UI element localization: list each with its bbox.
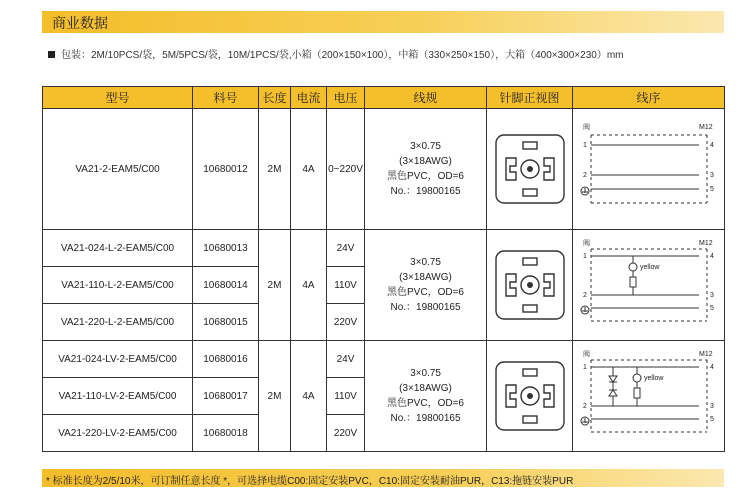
wiring-cell — [573, 109, 725, 230]
model-cell: VA21-220-L-2-EAM5/C00 — [43, 304, 193, 341]
table-row — [43, 109, 725, 230]
wiring-cell — [573, 341, 725, 452]
svg-text:yellow: yellow — [643, 375, 663, 382]
cable-line: 3×0.75 — [410, 257, 441, 268]
svg-text:3: 3 — [709, 292, 714, 299]
length-cell: 2M — [259, 109, 291, 230]
model-cell: VA21-110-L-2-EAM5/C00 — [43, 267, 193, 304]
part-no-cell: 10680018 — [193, 415, 259, 452]
header-pin-view: 针脚正视图 — [487, 87, 573, 109]
svg-text:1: 1 — [582, 364, 587, 371]
cable-line: 黑色PVC，OD=6 — [387, 398, 464, 409]
svg-text:2: 2 — [582, 292, 587, 299]
svg-text:5: 5 — [709, 186, 714, 193]
part-no-cell: 10680012 — [193, 109, 259, 230]
svg-text:4: 4 — [709, 253, 714, 260]
cable-line: 3×0.75 — [410, 368, 441, 379]
connector-pin-icon — [492, 131, 568, 207]
cable-line: 黑色PVC，OD=6 — [387, 287, 464, 298]
cable-line: No.：19800165 — [390, 302, 461, 313]
svg-text:4: 4 — [709, 364, 714, 371]
packaging-info — [48, 46, 623, 61]
model-cell: VA21-110-LV-2-EAM5/C00 — [43, 378, 193, 415]
part-no-cell: 10680014 — [193, 267, 259, 304]
svg-text:M12: M12 — [698, 240, 713, 247]
voltage-cell: 0~220V — [327, 109, 365, 230]
led-label: yellow — [639, 264, 659, 271]
svg-text:1: 1 — [582, 253, 587, 260]
part-no-cell: 10680013 — [193, 230, 259, 267]
connector-pin-icon — [492, 358, 568, 434]
voltage-cell: 24V — [327, 341, 365, 378]
svg-text:5: 5 — [709, 305, 714, 312]
spec-table — [42, 86, 725, 452]
section-title: 商业数据 — [52, 15, 108, 31]
part-no-cell: 10680015 — [193, 304, 259, 341]
footnote-text: * 标准长度为2/5/10米，可订制任意长度 *，可选择电缆C00:固定安装PVC，C10:固定安装耐油PUR，C13:拖链安装PUR — [46, 476, 574, 487]
header-cable: 线规 — [365, 87, 487, 109]
header-model: 型号 — [43, 87, 193, 109]
voltage-cell: 220V — [327, 415, 365, 452]
length-cell: 2M — [259, 341, 291, 452]
cable-line: (3×18AWG) — [399, 383, 452, 394]
header-part-no: 料号 — [193, 87, 259, 109]
part-no-cell: 10680016 — [193, 341, 259, 378]
svg-text:M12: M12 — [698, 351, 713, 358]
voltage-cell: 220V — [327, 304, 365, 341]
m12-label: M12 — [698, 124, 713, 131]
cable-line: (3×18AWG) — [399, 156, 452, 167]
cable-line: (3×18AWG) — [399, 272, 452, 283]
wiring-cell — [573, 230, 725, 341]
cable-line: No.：19800165 — [390, 186, 461, 197]
svg-text:5: 5 — [709, 416, 714, 423]
svg-text:4: 4 — [709, 142, 714, 149]
length-cell: 2M — [259, 230, 291, 341]
model-cell: VA21-024-L-2-EAM5/C00 — [43, 230, 193, 267]
wiring-diagram-led-varistor-icon — [579, 346, 719, 446]
pin-view-cell — [487, 341, 573, 452]
valve-label: 阀 — [582, 124, 590, 131]
pin-view-cell — [487, 230, 573, 341]
svg-text:阀: 阀 — [582, 240, 590, 247]
table-row — [43, 230, 725, 267]
header-voltage: 电压 — [327, 87, 365, 109]
cable-line: No.：19800165 — [390, 413, 461, 424]
cable-cell — [365, 341, 487, 452]
header-wiring: 线序 — [573, 87, 725, 109]
cable-line: 黑色PVC，OD=6 — [387, 171, 464, 182]
pin-view-cell — [487, 109, 573, 230]
part-no-cell: 10680017 — [193, 378, 259, 415]
voltage-cell: 110V — [327, 378, 365, 415]
svg-text:3: 3 — [709, 172, 714, 179]
table-row — [43, 341, 725, 378]
svg-text:3: 3 — [709, 403, 714, 410]
wiring-diagram-led-icon — [579, 235, 719, 335]
model-cell: VA21-2-EAM5/C00 — [43, 109, 193, 230]
voltage-cell: 24V — [327, 230, 365, 267]
packaging-text: 包装：2M/10PCS/袋，5M/5PCS/袋，10M/1PCS/袋,小箱（200×150×100），中箱（330×250×150），大箱（400×300×230）mm — [61, 50, 624, 61]
model-cell: VA21-220-LV-2-EAM5/C00 — [43, 415, 193, 452]
cable-cell — [365, 109, 487, 230]
current-cell: 4A — [291, 230, 327, 341]
section-title-bar — [42, 11, 724, 33]
svg-text:阀: 阀 — [582, 351, 590, 358]
svg-text:1: 1 — [582, 142, 587, 149]
header-length: 长度 — [259, 87, 291, 109]
svg-text:2: 2 — [582, 403, 587, 410]
cable-line: 3×0.75 — [410, 141, 441, 152]
footnote-bar — [42, 469, 724, 487]
current-cell: 4A — [291, 341, 327, 452]
table-header-row — [43, 87, 725, 109]
model-cell: VA21-024-LV-2-EAM5/C00 — [43, 341, 193, 378]
cable-cell — [365, 230, 487, 341]
header-current: 电流 — [291, 87, 327, 109]
bullet-square-icon — [48, 51, 55, 58]
wiring-diagram-icon — [579, 119, 719, 219]
voltage-cell: 110V — [327, 267, 365, 304]
current-cell: 4A — [291, 109, 327, 230]
svg-text:2: 2 — [582, 172, 587, 179]
connector-pin-icon — [492, 247, 568, 323]
